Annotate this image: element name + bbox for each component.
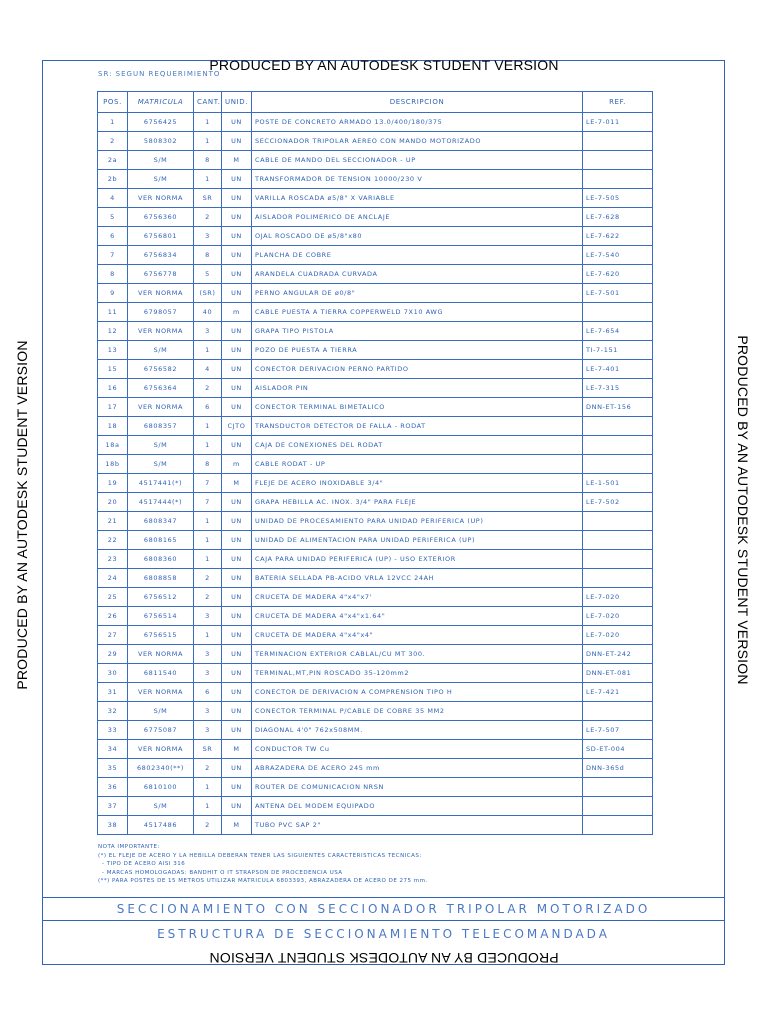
note-1: (*) EL FLEJE DE ACERO Y LA HEBILLA DEBERAN TENER LAS SIGUIENTES CARACTERISTICAS TECNICAS: [98,852,422,859]
row-unid: M [222,816,252,835]
row-descripcion: AISLADOR PIN [252,379,583,398]
row-pos: 25 [98,588,128,607]
row-cant: 2 [194,816,222,835]
row-cant: 3 [194,664,222,683]
row-pos: 22 [98,531,128,550]
table-row [98,759,653,778]
table-row [98,284,653,303]
row-cant: 5 [194,265,222,284]
row-ref [583,569,653,588]
row-cant: 3 [194,607,222,626]
row-matricula: S/M [128,151,194,170]
row-matricula: 6808165 [128,531,194,550]
row-pos: 15 [98,360,128,379]
row-matricula: VER NORMA [128,284,194,303]
table-row [98,645,653,664]
drawing-subtitle: SECCIONAMIENTO CON SECCIONADOR TRIPOLAR MOTORIZADO [116,902,651,916]
row-ref [583,702,653,721]
row-pos: 5 [98,208,128,227]
table-row [98,151,653,170]
row-ref: LE-7-622 [583,227,653,246]
row-ref: LE-7-628 [583,208,653,227]
row-matricula: 6756801 [128,227,194,246]
row-matricula: 6810100 [128,778,194,797]
row-unid: M [222,474,252,493]
row-pos: 24 [98,569,128,588]
row-matricula: 6808347 [128,512,194,531]
note-2: - TIPO DE ACERO AISI 316 [102,861,186,867]
row-cant: 2 [194,759,222,778]
row-unid: UN [222,398,252,417]
row-descripcion: ROUTER DE COMUNICACION NRSN [252,778,583,797]
row-cant: 2 [194,588,222,607]
row-descripcion: VARILLA ROSCADA ø5/8" X VARIABLE [252,189,583,208]
row-ref: LE-7-011 [583,113,653,132]
table-row [98,455,653,474]
row-cant: 7 [194,493,222,512]
row-cant: 8 [194,246,222,265]
row-pos: 2 [98,132,128,151]
note-4: (**) PARA POSTES DE 15 METROS UTILIZAR MATRICULA 6803393, ABRAZADERA DE ACERO DE 275 mm. [98,878,428,884]
row-descripcion: TUBO PVC SAP 2" [252,816,583,835]
table-row [98,816,653,835]
row-unid: UN [222,531,252,550]
row-pos: 27 [98,626,128,645]
table-row [98,588,653,607]
table-row [98,436,653,455]
row-unid: UN [222,132,252,151]
table-row [98,265,653,284]
row-cant: 3 [194,721,222,740]
row-matricula: 6808357 [128,417,194,436]
row-matricula: 6756582 [128,360,194,379]
row-pos: 11 [98,303,128,322]
row-cant: SR [194,189,222,208]
row-pos: 13 [98,341,128,360]
row-ref [583,455,653,474]
row-matricula: 6811540 [128,664,194,683]
row-matricula: 6756360 [128,208,194,227]
table-row [98,683,653,702]
row-unid: UN [222,550,252,569]
row-matricula: 6775087 [128,721,194,740]
header-unid: UNID. [222,92,252,113]
row-matricula: VER NORMA [128,683,194,702]
row-ref: LE-7-501 [583,284,653,303]
row-ref: LE-7-620 [583,265,653,284]
row-descripcion: ABRAZADERA DE ACERO 245 mm [252,759,583,778]
row-unid: UN [222,189,252,208]
watermark-right: PRODUCED BY AN AUTODESK STUDENT VERSION [735,335,751,685]
row-pos: 30 [98,664,128,683]
row-matricula: 5808302 [128,132,194,151]
row-cant: 6 [194,683,222,702]
row-descripcion: OJAL ROSCADO DE ø5/8"x80 [252,227,583,246]
row-pos: 35 [98,759,128,778]
row-unid: m [222,455,252,474]
row-cant: 1 [194,512,222,531]
row-pos: 21 [98,512,128,531]
table-row [98,208,653,227]
row-matricula: 6808858 [128,569,194,588]
row-cant: (SR) [194,284,222,303]
row-ref: LE-1-501 [583,474,653,493]
table-row [98,227,653,246]
header-descripcion: DESCRIPCION [252,92,583,113]
table-row [98,398,653,417]
divider-line [42,920,725,921]
row-descripcion: CAJA PARA UNIDAD PERIFERICA (UP) - USO EXTERIOR [252,550,583,569]
row-descripcion: GRAPA TIPO PISTOLA [252,322,583,341]
row-ref: DNN-ET-242 [583,645,653,664]
row-unid: UN [222,588,252,607]
row-ref: LE-7-020 [583,607,653,626]
row-pos: 29 [98,645,128,664]
row-unid: UN [222,683,252,702]
row-matricula: 6798057 [128,303,194,322]
row-unid: UN [222,645,252,664]
row-pos: 4 [98,189,128,208]
row-descripcion: PLANCHA DE COBRE [252,246,583,265]
row-pos: 31 [98,683,128,702]
row-pos: 2b [98,170,128,189]
row-descripcion: CONECTOR DERIVACION PERNO PARTIDO [252,360,583,379]
row-unid: CJTO [222,417,252,436]
table-row [98,569,653,588]
row-descripcion: CABLE DE MANDO DEL SECCIONADOR - UP [252,151,583,170]
row-ref [583,132,653,151]
row-descripcion: DIAGONAL 4'0" 762x508MM. [252,721,583,740]
row-pos: 17 [98,398,128,417]
row-matricula: S/M [128,455,194,474]
row-ref: DNN-ET-081 [583,664,653,683]
row-unid: UN [222,493,252,512]
row-cant: 1 [194,113,222,132]
row-matricula: 6756364 [128,379,194,398]
header-matricula: MATRICULA [128,92,194,113]
row-cant: 2 [194,569,222,588]
row-unid: UN [222,170,252,189]
drawing-title: ESTRUCTURA DE SECCIONAMIENTO TELECOMANDADA [157,927,610,941]
row-ref: LE-7-540 [583,246,653,265]
table-row [98,189,653,208]
watermark-bottom: PRODUCED BY AN AUTODESK STUDENT VERSION [209,950,559,966]
row-descripcion: SECCIONADOR TRIPOLAR AEREO CON MANDO MOTORIZADO [252,132,583,151]
row-ref: LE-7-505 [583,189,653,208]
row-unid: m [222,303,252,322]
table-row [98,797,653,816]
table-row [98,322,653,341]
row-descripcion: UNIDAD DE ALIMENTACION PARA UNIDAD PERIFERICA (UP) [252,531,583,550]
row-unid: UN [222,227,252,246]
row-unid: UN [222,702,252,721]
row-cant: 8 [194,455,222,474]
row-ref: TI-7-151 [583,341,653,360]
divider-line [42,897,725,898]
row-unid: UN [222,208,252,227]
table-row [98,778,653,797]
row-pos: 33 [98,721,128,740]
row-pos: 36 [98,778,128,797]
table-row [98,740,653,759]
row-ref: LE-7-020 [583,588,653,607]
row-pos: 18b [98,455,128,474]
row-pos: 20 [98,493,128,512]
table-row [98,379,653,398]
row-cant: 1 [194,341,222,360]
row-cant: 6 [194,398,222,417]
row-cant: 1 [194,550,222,569]
row-matricula: VER NORMA [128,322,194,341]
row-cant: 1 [194,778,222,797]
row-matricula: 6802340(**) [128,759,194,778]
row-matricula: 6756514 [128,607,194,626]
watermark-top: PRODUCED BY AN AUTODESK STUDENT VERSION [209,57,559,73]
row-matricula: 4517486 [128,816,194,835]
row-matricula: 6756834 [128,246,194,265]
watermark-left: PRODUCED BY AN AUTODESK STUDENT VERSION [14,340,30,690]
row-ref: LE-7-654 [583,322,653,341]
row-pos: 38 [98,816,128,835]
row-unid: UN [222,607,252,626]
row-ref: LE-7-315 [583,379,653,398]
row-cant: 4 [194,360,222,379]
row-cant: 7 [194,474,222,493]
row-ref [583,550,653,569]
row-unid: UN [222,341,252,360]
row-matricula: 6756425 [128,113,194,132]
row-descripcion: POSTE DE CONCRETO ARMADO 13.0/400/180/375 [252,113,583,132]
row-unid: M [222,151,252,170]
row-cant: 2 [194,379,222,398]
row-cant: 2 [194,208,222,227]
table-row [98,417,653,436]
row-pos: 8 [98,265,128,284]
row-matricula: S/M [128,341,194,360]
row-ref [583,436,653,455]
row-descripcion: ARANDELA CUADRADA CURVADA [252,265,583,284]
row-matricula: VER NORMA [128,398,194,417]
sr-note: SR: SEGUN REQUERIMIENTO [98,70,221,78]
row-descripcion: CABLE RODAT - UP [252,455,583,474]
row-matricula: 4517444(*) [128,493,194,512]
row-unid: UN [222,797,252,816]
table-row [98,170,653,189]
row-matricula: 6756778 [128,265,194,284]
row-descripcion: CAJA DE CONEXIONES DEL RODAT [252,436,583,455]
table-row [98,303,653,322]
row-pos: 26 [98,607,128,626]
row-cant: 3 [194,322,222,341]
row-pos: 9 [98,284,128,303]
row-unid: UN [222,284,252,303]
row-matricula: S/M [128,170,194,189]
row-unid: UN [222,512,252,531]
row-ref: LE-7-020 [583,626,653,645]
row-descripcion: ANTENA DEL MODEM EQUIPADO [252,797,583,816]
row-matricula: 6756512 [128,588,194,607]
row-unid: UN [222,759,252,778]
row-ref [583,303,653,322]
row-matricula: S/M [128,702,194,721]
row-ref: LE-7-421 [583,683,653,702]
row-pos: 37 [98,797,128,816]
row-matricula: VER NORMA [128,740,194,759]
row-unid: UN [222,113,252,132]
table-row [98,360,653,379]
row-unid: UN [222,436,252,455]
row-descripcion: AISLADOR POLIMERICO DE ANCLAJE [252,208,583,227]
row-pos: 6 [98,227,128,246]
row-pos: 32 [98,702,128,721]
row-descripcion: BATERIA SELLADA PB-ACIDO VRLA 12VCC 24AH [252,569,583,588]
row-matricula: 6756515 [128,626,194,645]
row-ref: LE-7-401 [583,360,653,379]
row-descripcion: FLEJE DE ACERO INOXIDABLE 3/4" [252,474,583,493]
table-row [98,550,653,569]
table-row [98,531,653,550]
row-ref [583,417,653,436]
table-row [98,607,653,626]
row-cant: 1 [194,797,222,816]
row-ref: DNN-ET-156 [583,398,653,417]
row-descripcion: CRUCETA DE MADERA 4"x4"x1.64" [252,607,583,626]
row-ref [583,816,653,835]
row-cant: 8 [194,151,222,170]
row-pos: 23 [98,550,128,569]
row-ref [583,151,653,170]
row-descripcion: CONECTOR DE DERIVACION A COMPRENSION TIPO H [252,683,583,702]
row-descripcion: UNIDAD DE PROCESAMIENTO PARA UNIDAD PERIFERICA (UP) [252,512,583,531]
row-ref [583,797,653,816]
row-descripcion: CRUCETA DE MADERA 4"x4"x7' [252,588,583,607]
row-descripcion: CONECTOR TERMINAL P/CABLE DE COBRE 35 MM2 [252,702,583,721]
table-row [98,132,653,151]
row-descripcion: PERNO ANGULAR DE ø0/8" [252,284,583,303]
row-pos: 2a [98,151,128,170]
row-descripcion: CABLE PUESTA A TIERRA COPPERWELD 7X10 AWG [252,303,583,322]
row-cant: 40 [194,303,222,322]
table-header-row [98,92,653,113]
row-pos: 16 [98,379,128,398]
row-pos: 34 [98,740,128,759]
row-matricula: S/M [128,436,194,455]
row-ref: DNN-365d [583,759,653,778]
row-unid: M [222,740,252,759]
row-descripcion: TRANSDUCTOR DETECTOR DE FALLA - RODAT [252,417,583,436]
row-pos: 7 [98,246,128,265]
row-unid: UN [222,721,252,740]
table-row [98,493,653,512]
row-ref [583,778,653,797]
row-unid: UN [222,569,252,588]
row-descripcion: CONDUCTOR TW Cu [252,740,583,759]
row-cant: 1 [194,170,222,189]
row-pos: 19 [98,474,128,493]
row-cant: 1 [194,436,222,455]
row-cant: 1 [194,417,222,436]
header-ref: REF. [583,92,653,113]
row-descripcion: TRANSFORMADOR DE TENSION 10000/230 V [252,170,583,189]
row-unid: UN [222,265,252,284]
row-cant: 1 [194,132,222,151]
table-row [98,341,653,360]
row-unid: UN [222,778,252,797]
header-pos: POS. [98,92,128,113]
table-row [98,246,653,265]
table-row [98,702,653,721]
row-matricula: S/M [128,797,194,816]
note-3: - MARCAS HOMOLOGADAS: BANDHIT O IT STRAPSON DE PROCEDENCIA USA [102,869,343,876]
row-cant: 3 [194,227,222,246]
row-pos: 18a [98,436,128,455]
row-unid: UN [222,379,252,398]
row-pos: 18 [98,417,128,436]
row-unid: UN [222,626,252,645]
header-cant: CANT. [194,92,222,113]
table-row [98,626,653,645]
row-ref [583,170,653,189]
row-matricula: VER NORMA [128,189,194,208]
row-pos: 1 [98,113,128,132]
row-unid: UN [222,664,252,683]
notes-title: NOTA IMPORTANTE: [98,844,160,850]
row-descripcion: GRAPA HEBILLA AC. INOX. 3/4" PARA FLEJE [252,493,583,512]
table-row [98,474,653,493]
row-cant: 3 [194,702,222,721]
row-cant: 1 [194,626,222,645]
row-descripcion: POZO DE PUESTA A TIERRA [252,341,583,360]
row-ref [583,531,653,550]
row-descripcion: CONECTOR TERMINAL BIMETALICO [252,398,583,417]
row-cant: SR [194,740,222,759]
row-descripcion: TERMINAL,MT,PIN ROSCADO 35-120mm2 [252,664,583,683]
row-matricula: 6808360 [128,550,194,569]
row-unid: UN [222,246,252,265]
row-ref: SD-ET-004 [583,740,653,759]
row-pos: 12 [98,322,128,341]
row-ref: LE-7-502 [583,493,653,512]
row-cant: 1 [194,531,222,550]
table-row [98,721,653,740]
row-ref [583,512,653,531]
row-unid: UN [222,360,252,379]
materials-table [97,91,653,835]
row-matricula: 4517441(*) [128,474,194,493]
row-cant: 3 [194,645,222,664]
row-matricula: VER NORMA [128,645,194,664]
row-ref: LE-7-507 [583,721,653,740]
table-row [98,664,653,683]
table-row [98,113,653,132]
notes-block [98,843,428,886]
table-row [98,512,653,531]
row-unid: UN [222,322,252,341]
row-descripcion: CRUCETA DE MADERA 4"x4"x4" [252,626,583,645]
row-descripcion: TERMINACION EXTERIOR CABLAL/CU MT 300. [252,645,583,664]
